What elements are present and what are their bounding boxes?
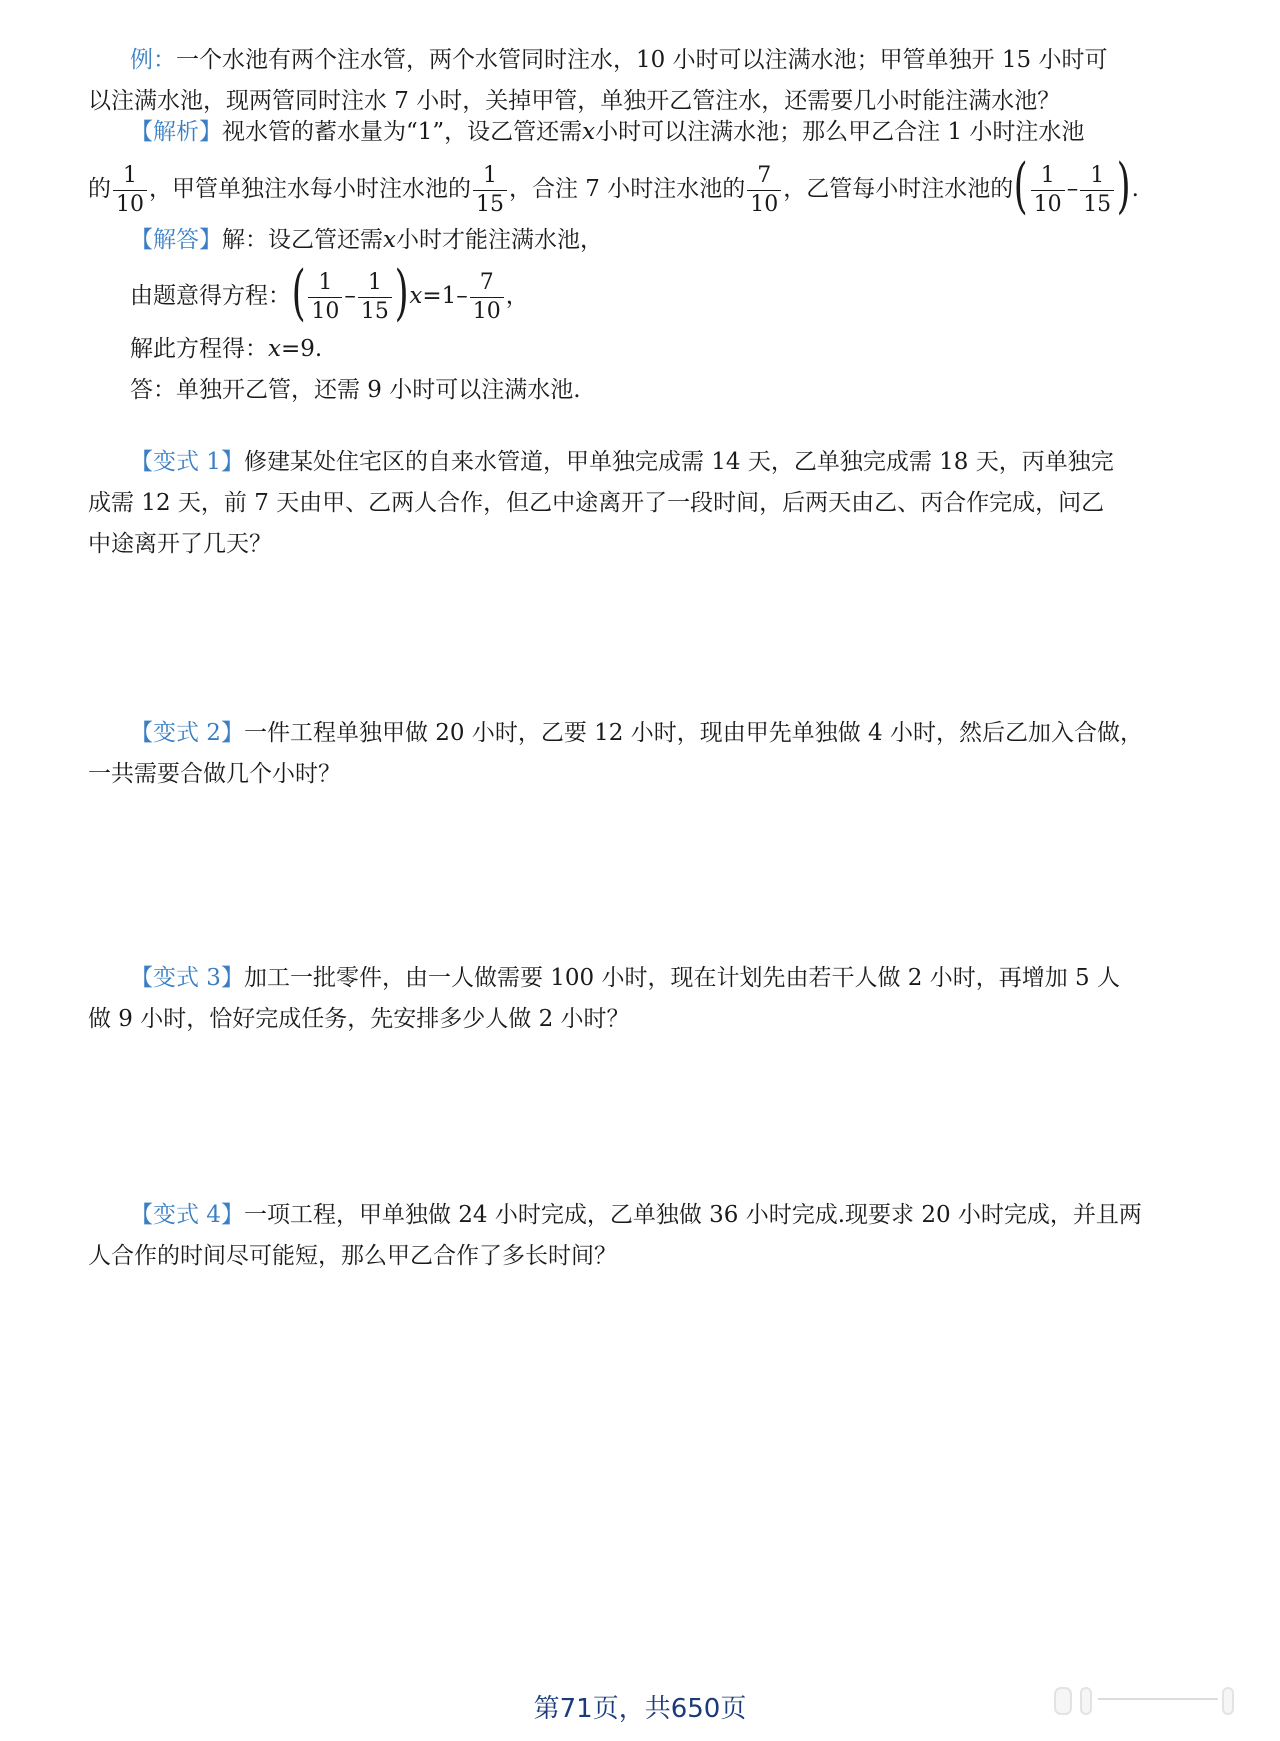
variant-2-block: 【变式 2】一件工程单独甲做 20 小时，乙要 12 小时，现由甲先单独做 4 小时，然后乙加入合做， 一共需要合做几个小时？: [88, 720, 1143, 787]
variant-4-block: 【变式 4】一项工程，甲单独做 24 小时完成，乙单独做 36 小时完成.现要求 20 小时完成，并且两 人合作的时间尽可能短，那么甲乙合作了多长时间？: [88, 1202, 1142, 1269]
variant-3-block: 【变式 3】加工一批零件，由一人做需要 100 小时，现在计划先由若干人做 2 小时，再增加 5 人 做 9 小时，恰好完成任务，先安排多少人做 2 小时？: [88, 965, 1120, 1032]
page-number-label: 第71页，共650页: [533, 1694, 747, 1724]
example-tag: 例：: [130, 47, 176, 73]
analysis-block: [88, 112, 1168, 220]
answer-tag: 【解答】: [130, 227, 222, 253]
variant-2-tag: 【变式 2】: [130, 720, 244, 746]
equation-line: 由题意得方程：( $\frac{1}{10}$ – $\frac{1}{15}$ )x=1– $\frac{7}{10}$ ，: [130, 258, 529, 328]
example-block: [88, 40, 1168, 122]
analysis-tag: 【解析】: [130, 119, 222, 145]
example-line-2: 以注满水池，现两管同时注水 7 小时，关掉甲管，单独开乙管注水，还需要几小时能注满水池？: [88, 88, 1061, 114]
analysis-line-1: 【解析】视水管的蓄水量为“1”，设乙管还需x小时可以注满水池；那么甲乙合注 1 小时注水池: [130, 119, 1085, 145]
example-line-1: 例：一个水池有两个注水管，两个水管同时注水，10 小时可以注满水池；甲管单独开 15 小时可: [130, 47, 1108, 73]
page-scroll-indicator[interactable]: [1050, 1685, 1250, 1713]
answer-block: [88, 220, 1168, 411]
fraction-1-10: $\frac{1}{10}$: [113, 165, 147, 216]
variant-1-block: 【变式 1】修建某处住宅区的自来水管道，甲单独完成需 14 天，乙单独完成需 18 天，丙单独完 成需 12 天，前 7 天由甲、乙两人合作，但乙中途离开了一段时间，后两天由乙、丙合作完成，问乙 中途离开了几天？: [88, 449, 1114, 557]
solution-line: 解此方程得：x=9.: [130, 336, 323, 362]
variant-4-tag: 【变式 4】: [130, 1202, 244, 1228]
analysis-line-2: 的 $\frac{1}{10}$ ，甲管单独注水每小时注水池的 $\frac{1}{15}$ ，合注 7 小时注水池的 $\frac{7}{10}$ ，乙管每小时注水池的( $\frac{1}{10}$ – $\frac{1}{15}$ ).: [88, 151, 1139, 221]
scroll-handle[interactable]: [1054, 1687, 1072, 1715]
variant-3-tag: 【变式 3】: [130, 965, 244, 991]
fraction-1-15: $\frac{1}{15}$: [473, 165, 507, 216]
conclusion-line: 答：单独开乙管，还需 9 小时可以注满水池.: [130, 377, 581, 403]
fraction-7-10: $\frac{7}{10}$: [747, 165, 781, 216]
variant-1-tag: 【变式 1】: [130, 449, 244, 475]
answer-intro: 【解答】解：设乙管还需x小时才能注满水池，: [130, 227, 603, 253]
